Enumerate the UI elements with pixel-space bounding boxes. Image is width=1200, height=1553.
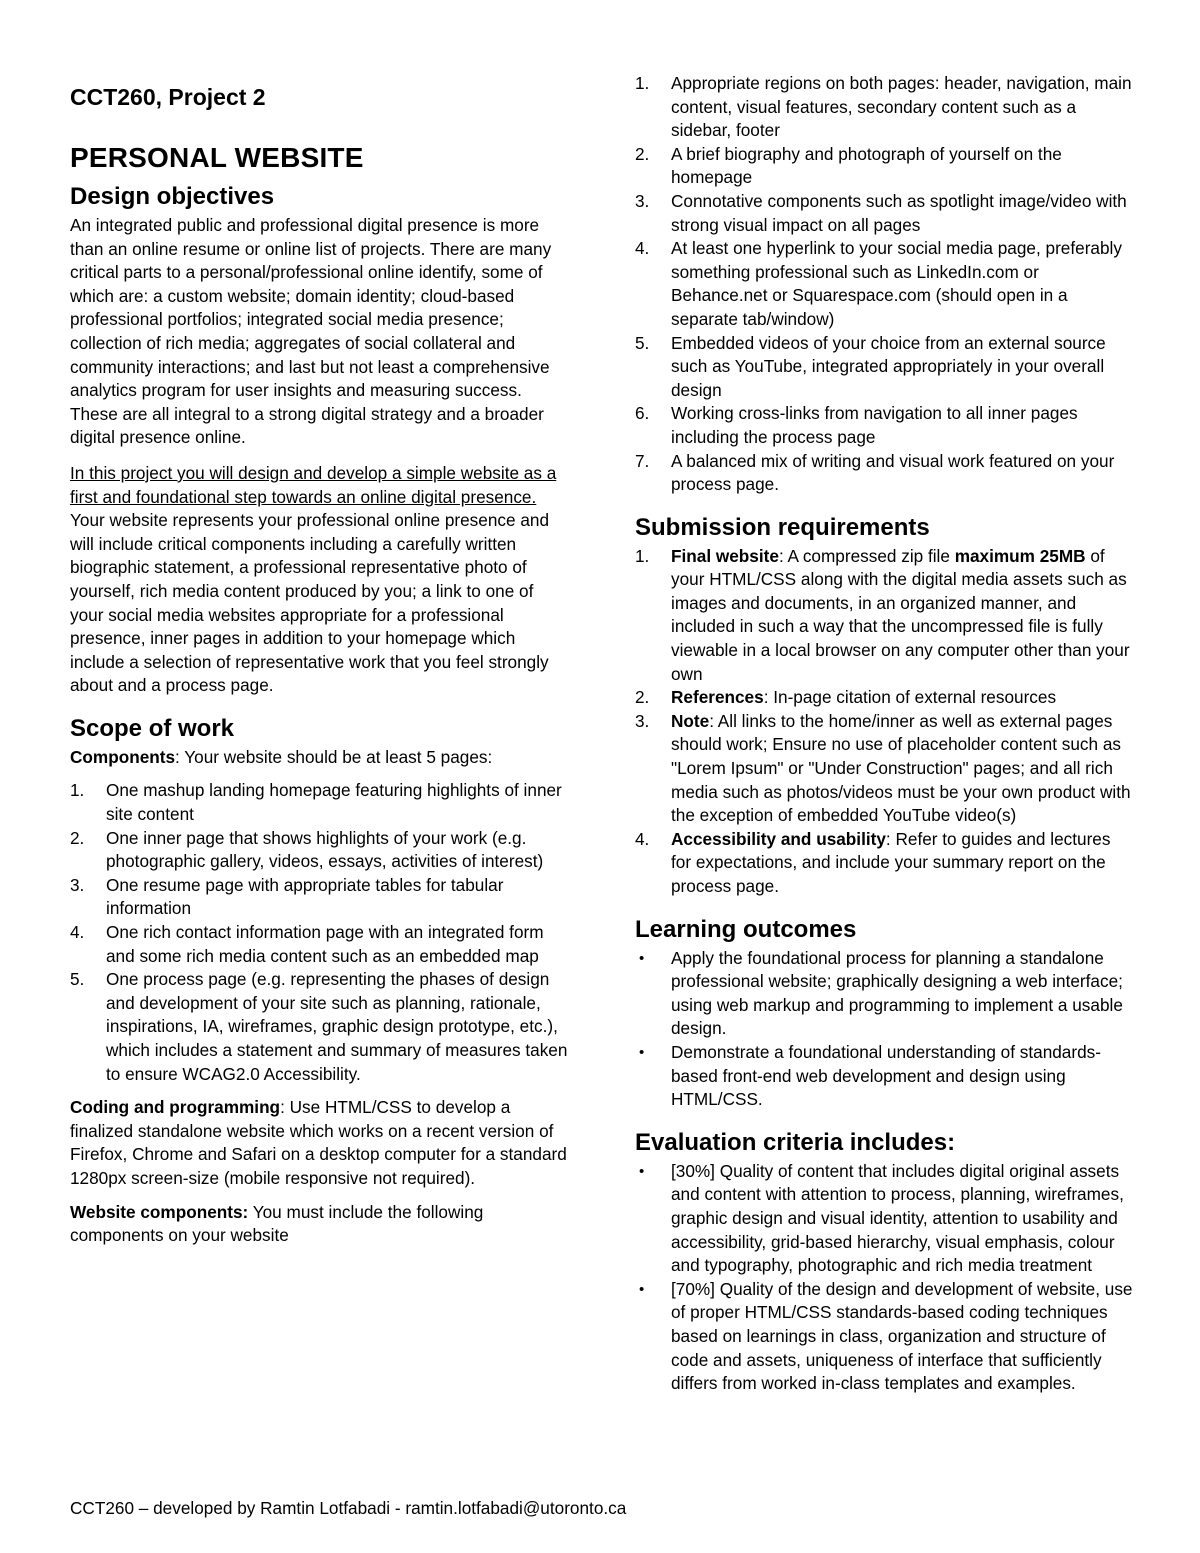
components-paragraph: [70, 746, 570, 770]
list-item: [635, 710, 1135, 828]
course-code: CCT260, Project 2: [70, 84, 266, 110]
list-item: [635, 828, 1135, 899]
bullet-icon: •: [639, 1043, 645, 1061]
list-number: 6.: [635, 403, 650, 424]
note-text: : All links to the home/inner as well as external pages should work; Ensure no use of placeholder content such as "Lorem Ipsum" or "Under Construction" pages; and all rich media such as photos/videos must be your own product with the exception of embedded YouTube video(s): [671, 710, 1131, 826]
page-footer: CCT260 – developed by Ramtin Lotfabadi - ramtin.lotfabadi@utoronto.ca: [70, 1498, 627, 1518]
list-item: [635, 190, 1135, 237]
list-item-text: Working cross-links from navigation to all inner pages including the process page: [671, 403, 1078, 447]
document-title: PERSONAL WEBSITE: [70, 142, 364, 173]
website-components-list: [635, 72, 1135, 497]
list-number: 4.: [635, 828, 650, 849]
list-item: [635, 450, 1135, 497]
list-number: 1.: [635, 545, 650, 566]
project-rest-text: Your website represents your professional online presence and will include critical components including a carefully written biographic statement, a professional representative photo of yourself, rich media content produced by you; a link to one of your social media websites appropriate for a professional presence, inner pages in addition to your homepage which include a selection of representative work that you feel strongly about and a process page.: [70, 510, 549, 696]
list-item-text: One resume page with appropriate tables for tabular information: [106, 874, 504, 919]
final-website-text-a: : A compressed zip file: [778, 545, 955, 566]
list-item-text: At least one hyperlink to your social media page, preferably something professional such as LinkedIn.com or Behance.net or Squarespace.com (should open in a separate tab/window): [671, 238, 1122, 329]
list-item-text: Demonstrate a foundational understanding of standards-based front-end web development and design using HTML/CSS.: [671, 1041, 1101, 1110]
list-number: 1.: [635, 73, 650, 93]
list-item: [635, 1160, 1135, 1278]
final-website-text-b: of your HTML/CSS along with the digital media assets such as images and documents, in an organized manner, and included in such a way that the uncompressed file is fully viewable in a local browser on any computer other than your own: [671, 545, 1130, 684]
list-item-text: Apply the foundational process for planning a standalone professional website; graphically designing a web interface; using web markup and programming to implement a usable design.: [671, 947, 1123, 1039]
list-number: 2.: [70, 827, 85, 848]
list-number: 3.: [635, 190, 650, 211]
list-number: 3.: [635, 710, 650, 731]
list-item: [635, 143, 1135, 190]
bullet-icon: •: [639, 1162, 645, 1180]
accessibility-label: Accessibility and usability: [671, 828, 886, 849]
learning-outcomes-list: [635, 947, 1135, 1112]
list-number: 4.: [635, 238, 650, 259]
coding-paragraph: [70, 1096, 570, 1190]
list-item: [70, 921, 570, 968]
references-label: References: [671, 687, 764, 708]
list-item-text: One inner page that shows highlights of your work (e.g. photographic gallery, videos, essays, activities of interest): [106, 827, 544, 872]
list-item: [70, 968, 570, 1086]
list-item: [70, 874, 570, 921]
list-number: 4.: [70, 922, 85, 943]
list-item: [635, 402, 1135, 449]
bullet-icon: •: [639, 949, 645, 967]
list-number: 5.: [635, 332, 650, 353]
list-item: [635, 72, 1135, 143]
list-item: [70, 827, 570, 874]
list-item-text: Connotative components such as spotlight image/video with strong visual impact on all pages: [671, 190, 1127, 235]
list-item-text: [30%] Quality of content that includes digital original assets and content with attention to process, planning, wireframes, graphic design and visual identity, attention to usability and accessibility, grid-based hierarchy, visual emphasis, colour and typography, photographic and rich media treatment: [671, 1160, 1124, 1276]
list-item: [635, 1041, 1135, 1112]
list-item: [635, 947, 1135, 1041]
scope-heading: Scope of work: [70, 714, 235, 742]
coding-label: Coding and programming: [70, 1097, 281, 1118]
evaluation-heading: Evaluation criteria includes:: [635, 1128, 956, 1156]
submission-list: [635, 545, 1135, 899]
list-item-text: Embedded videos of your choice from an external source such as YouTube, integrated appropriately in your overall design: [671, 332, 1106, 400]
list-item-text: Appropriate regions on both pages: header, navigation, main content, visual features, secondary content such as a sidebar, footer: [671, 73, 1132, 141]
coding-text: : Use HTML/CSS to develop a finalized standalone website which works on a recent version of Firefox, Chrome and Safari on a desktop computer for a standard 1280px screen-size (mobile responsive not required).: [70, 1097, 567, 1188]
list-item: [635, 1278, 1135, 1396]
list-item: [70, 779, 570, 826]
submission-heading: Submission requirements: [635, 513, 930, 541]
website-components-label: Website components:: [70, 1201, 249, 1222]
max-size-text: maximum 25MB: [954, 545, 1086, 566]
list-number: 5.: [70, 969, 85, 990]
list-item-text: A balanced mix of writing and visual work featured on your process page.: [671, 450, 1115, 495]
note-label: Note: [671, 710, 710, 731]
list-number: 7.: [635, 450, 650, 471]
list-item: [635, 237, 1135, 331]
website-components-text: You must include the following components on your website: [70, 1201, 484, 1246]
list-item-text: One rich contact information page with an integrated form and some rich media content such as an embedded map: [106, 922, 544, 966]
pages-list: [70, 779, 570, 1086]
list-item-text: A brief biography and photograph of yourself on the homepage: [671, 143, 1062, 188]
list-item-text: One mashup landing homepage featuring highlights of inner site content: [106, 780, 562, 825]
design-intro-paragraph: An integrated public and professional digital presence is more than an online resume or online list of projects. There are many critical parts to a personal/professional online identify, some of which are: a custom website; domain identity; cloud-based professional portfolios; integrated social media presence; collection of rich media; aggregates of social collateral and community interactions; and last but not least a comprehensive analytics program for user insights and measuring success. These are all integral to a strong digital strategy and a broader digital presence online.: [70, 215, 552, 448]
bullet-icon: •: [639, 1280, 645, 1298]
list-item: [635, 332, 1135, 403]
final-website-label: Final website: [671, 545, 779, 566]
project-underlined-text: In this project you will design and develop a simple website as a first and foundational step towards an online digital presence.: [70, 462, 557, 507]
right-column: [635, 72, 1135, 1396]
list-number: 2.: [635, 687, 650, 708]
list-number: 3.: [70, 874, 85, 895]
evaluation-list: [635, 1160, 1135, 1396]
website-components-paragraph: [70, 1201, 570, 1248]
list-item-text: One process page (e.g. representing the phases of design and development of your site such as planning, rationale, inspirations, IA, wireframes, graphic design prototype, etc.), which includes a statement and summary of measures taken to ensure WCAG2.0 Accessibility.: [106, 969, 568, 1084]
list-number: 1.: [70, 780, 85, 801]
accessibility-text: : Refer to guides and lectures for expectations, and include your summary report on the process page.: [671, 828, 1111, 896]
list-item-text: [70%] Quality of the design and development of website, use of proper HTML/CSS standards-based coding techniques based on learnings in class, organization and structure of code and assets, uniqueness of interface that sufficiently differs from worked in-class templates and examples.: [671, 1278, 1133, 1394]
components-label: Components: [70, 746, 176, 767]
learning-outcomes-heading: Learning outcomes: [635, 915, 857, 943]
project-paragraph: [70, 462, 570, 698]
components-text: : Your website should be at least 5 pages:: [175, 746, 493, 767]
list-item: [635, 545, 1135, 687]
references-text: : In-page citation of external resources: [763, 687, 1057, 708]
design-objectives-heading: Design objectives: [70, 183, 275, 210]
list-item: [635, 686, 1135, 710]
left-column: [70, 80, 570, 1248]
list-number: 2.: [635, 143, 650, 164]
